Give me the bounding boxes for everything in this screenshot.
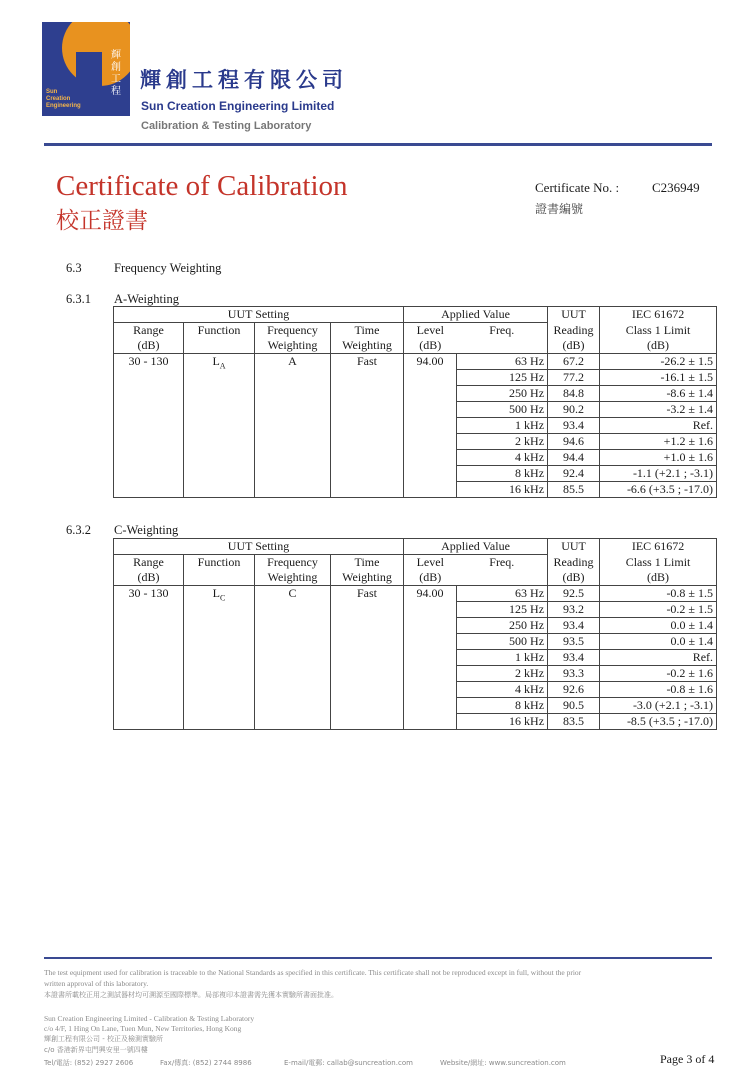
limit-cell: -0.8 ± 1.5	[600, 586, 717, 602]
freq-cell: 1 kHz	[457, 418, 548, 434]
company-name-cn: 輝創工程有限公司	[140, 68, 348, 92]
limit-cell: -26.2 ± 1.5	[600, 354, 717, 370]
reading-cell: 93.4	[548, 418, 600, 434]
header-uut: UUT	[548, 307, 600, 323]
reading-cell: 94.6	[548, 434, 600, 450]
reading-cell: 92.5	[548, 586, 600, 602]
header-frequency-weighting: Frequency Weighting	[255, 555, 331, 586]
c-weighting-table	[113, 538, 717, 730]
reading-cell: 67.2	[548, 354, 600, 370]
address-line-cn: c/o 香港新界屯門興安里一號四樓	[44, 1046, 148, 1054]
limit-cell: -8.5 (+3.5 ; -17.0)	[600, 714, 717, 730]
reading-cell: 92.6	[548, 682, 600, 698]
limit-cell: -0.8 ± 1.6	[600, 682, 717, 698]
header-time-weighting: Time Weighting	[331, 555, 404, 586]
footer-divider	[44, 957, 712, 959]
freq-cell: 63 Hz	[457, 354, 548, 370]
range-cell: 30 - 130	[114, 354, 184, 498]
freq-cell: 63 Hz	[457, 586, 548, 602]
freq-weighting-cell: C	[255, 586, 331, 730]
logo-char: 程	[111, 86, 121, 97]
freq-cell: 1 kHz	[457, 650, 548, 666]
header-iec: IEC 61672	[600, 539, 717, 555]
reading-cell: 77.2	[548, 370, 600, 386]
logo-char: 創	[111, 62, 121, 73]
logo-char: 工	[111, 74, 121, 85]
header-range: Range (dB)	[114, 555, 184, 586]
logo-word: Engineering	[46, 103, 81, 109]
table-header-row	[114, 555, 717, 586]
limit-cell: 0.0 ± 1.4	[600, 618, 717, 634]
time-weighting-cell: Fast	[331, 586, 404, 730]
logo-char: 輝	[111, 50, 121, 61]
freq-cell: 8 kHz	[457, 698, 548, 714]
reading-cell: 83.5	[548, 714, 600, 730]
header-range: Range (dB)	[114, 323, 184, 354]
email: E-mail/電郵: callab@suncreation.com	[284, 1059, 413, 1067]
reading-cell: 93.4	[548, 618, 600, 634]
a-weighting-table	[113, 306, 717, 498]
reading-cell: 93.5	[548, 634, 600, 650]
reading-cell: 93.3	[548, 666, 600, 682]
header-uut-setting: UUT Setting	[114, 307, 404, 323]
disclaimer-cn: 本證書所載校正用之測試器材均可溯源至國際標準。局部複印本證書需先獲本實驗所書面批准。	[44, 991, 338, 999]
freq-cell: 125 Hz	[457, 370, 548, 386]
reading-cell: 90.5	[548, 698, 600, 714]
header-function: Function	[184, 323, 255, 354]
subsection-number-a: 6.3.1	[66, 292, 91, 306]
table-row	[114, 354, 717, 370]
table-row	[114, 586, 717, 602]
limit-cell: -8.6 ± 1.4	[600, 386, 717, 402]
header-freq: Freq.	[457, 555, 548, 586]
freq-cell: 16 kHz	[457, 714, 548, 730]
limit-cell: -0.2 ± 1.6	[600, 666, 717, 682]
subsection-title-c: C-Weighting	[114, 523, 179, 537]
limit-cell: Ref.	[600, 418, 717, 434]
function-cell: $L_C$	[184, 586, 255, 730]
freq-cell: 4 kHz	[457, 682, 548, 698]
certificate-title-cn: 校正證書	[56, 208, 148, 234]
header-freq: Freq.	[457, 323, 548, 354]
header-reading: Reading (dB)	[548, 323, 600, 354]
logo-word: Creation	[46, 96, 71, 102]
header-iec: IEC 61672	[600, 307, 717, 323]
reading-cell: 90.2	[548, 402, 600, 418]
header-divider	[44, 143, 712, 146]
freq-cell: 4 kHz	[457, 450, 548, 466]
freq-cell: 8 kHz	[457, 466, 548, 482]
header-uut-setting: UUT Setting	[114, 539, 404, 555]
freq-cell: 16 kHz	[457, 482, 548, 498]
address-line: c/o 4/F, 1 Hing On Lane, Tuen Mun, New Territories, Hong Kong	[44, 1024, 242, 1033]
header-frequency-weighting: Frequency Weighting	[255, 323, 331, 354]
header-reading: Reading (dB)	[548, 555, 600, 586]
table-header-row	[114, 539, 717, 555]
time-weighting-cell: Fast	[331, 354, 404, 498]
limit-cell: -3.2 ± 1.4	[600, 402, 717, 418]
freq-cell: 125 Hz	[457, 602, 548, 618]
logo-chinese-chars	[108, 50, 124, 98]
function-cell: $L_A$	[184, 354, 255, 498]
freq-cell: 250 Hz	[457, 386, 548, 402]
address-line-cn: 輝創工程有限公司 - 校正及檢測實驗所	[44, 1035, 163, 1043]
freq-cell: 250 Hz	[457, 618, 548, 634]
freq-cell: 500 Hz	[457, 402, 548, 418]
section-title: Frequency Weighting	[114, 261, 222, 275]
page-number: Page 3 of 4	[660, 1052, 715, 1066]
subsection-number-c: 6.3.2	[66, 523, 91, 537]
logo-english	[46, 89, 81, 110]
limit-cell: -1.1 (+2.1 ; -3.1)	[600, 466, 717, 482]
certificate-number-label: Certificate No. :	[535, 180, 620, 195]
website: Website/網址: www.suncreation.com	[440, 1059, 566, 1067]
company-name-en: Sun Creation Engineering Limited	[141, 99, 335, 113]
limit-cell: -0.2 ± 1.5	[600, 602, 717, 618]
logo-word: Sun	[46, 89, 58, 95]
freq-weighting-cell: A	[255, 354, 331, 498]
reading-cell: 84.8	[548, 386, 600, 402]
reading-cell: 93.2	[548, 602, 600, 618]
certificate-number: C236949	[652, 180, 700, 195]
disclaimer-en: The test equipment used for calibration is traceable to the National Standards as specified in this certificate. This certificate shall not be reproduced except in full, without the prior	[44, 968, 582, 977]
header-level: Level (dB)	[404, 323, 457, 354]
limit-cell: -16.1 ± 1.5	[600, 370, 717, 386]
level-cell: 94.00	[404, 586, 457, 730]
level-cell: 94.00	[404, 354, 457, 498]
section-number: 6.3	[66, 261, 82, 275]
reading-cell: 94.4	[548, 450, 600, 466]
header-level: Level (dB)	[404, 555, 457, 586]
reading-cell: 85.5	[548, 482, 600, 498]
header-uut: UUT	[548, 539, 600, 555]
reading-cell: 93.4	[548, 650, 600, 666]
telephone: Tel/電話: (852) 2927 2606	[44, 1059, 134, 1067]
header-time-weighting: Time Weighting	[331, 323, 404, 354]
table-header-row	[114, 307, 717, 323]
range-cell: 30 - 130	[114, 586, 184, 730]
fax: Fax/傳真: (852) 2744 8986	[160, 1059, 252, 1067]
freq-cell: 500 Hz	[457, 634, 548, 650]
table-header-row	[114, 323, 717, 354]
header-class-limit: Class 1 Limit (dB)	[600, 555, 717, 586]
header-applied-value: Applied Value	[404, 539, 548, 555]
header-function: Function	[184, 555, 255, 586]
company-logo	[42, 22, 130, 116]
certificate-number-label-cn: 證書編號	[535, 202, 584, 216]
limit-cell: Ref.	[600, 650, 717, 666]
reading-cell: 92.4	[548, 466, 600, 482]
disclaimer-en-cont: written approval of this laboratory.	[44, 979, 149, 988]
address-line: Sun Creation Engineering Limited - Calibration & Testing Laboratory	[44, 1014, 255, 1023]
freq-cell: 2 kHz	[457, 434, 548, 450]
header-applied-value: Applied Value	[404, 307, 548, 323]
limit-cell: +1.2 ± 1.6	[600, 434, 717, 450]
logo-cutout-shape	[76, 52, 102, 92]
limit-cell: -3.0 (+2.1 ; -3.1)	[600, 698, 717, 714]
limit-cell: 0.0 ± 1.4	[600, 634, 717, 650]
certificate-title-en: Certificate of Calibration	[56, 170, 348, 202]
freq-cell: 2 kHz	[457, 666, 548, 682]
limit-cell: +1.0 ± 1.6	[600, 450, 717, 466]
subsection-title-a: A-Weighting	[114, 292, 179, 306]
lab-name: Calibration & Testing Laboratory	[141, 120, 312, 132]
limit-cell: -6.6 (+3.5 ; -17.0)	[600, 482, 717, 498]
header-class-limit: Class 1 Limit (dB)	[600, 323, 717, 354]
